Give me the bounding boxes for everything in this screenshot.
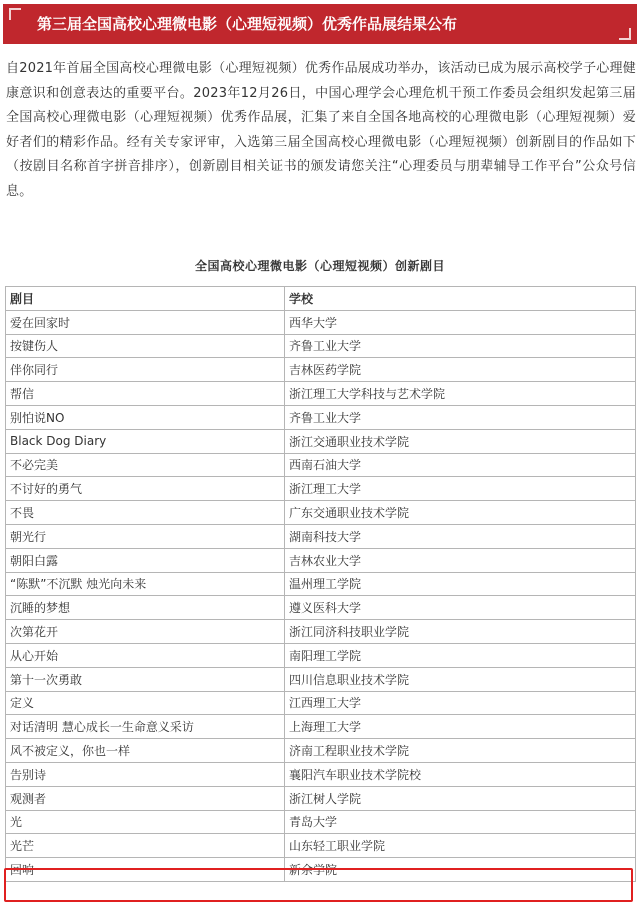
table-row bbox=[6, 858, 636, 882]
work-title-cell: 朝阳白露 bbox=[6, 548, 285, 572]
school-cell: 吉林农业大学 bbox=[285, 548, 636, 572]
school-cell: 浙江同济科技职业学院 bbox=[285, 620, 636, 644]
work-title-cell: 告别诗 bbox=[6, 762, 285, 786]
work-title-cell: 伴你同行 bbox=[6, 358, 285, 382]
work-title-cell: “陈默”不沉默 烛光向未来 bbox=[6, 572, 285, 596]
work-title-cell: 帮信 bbox=[6, 382, 285, 406]
table-row bbox=[6, 548, 636, 572]
work-title-cell: 光 bbox=[6, 810, 285, 834]
table-row bbox=[6, 762, 636, 786]
table-row bbox=[6, 334, 636, 358]
table-row bbox=[6, 739, 636, 763]
school-cell: 上海理工大学 bbox=[285, 715, 636, 739]
work-title-cell: 爱在回家时 bbox=[6, 310, 285, 334]
page-title: 第三届全国高校心理微电影（心理短视频）优秀作品展结果公布 bbox=[37, 15, 458, 33]
table-row bbox=[6, 667, 636, 691]
school-cell: 浙江理工大学 bbox=[285, 477, 636, 501]
table-header-row bbox=[6, 287, 636, 311]
school-cell: 四川信息职业技术学院 bbox=[285, 667, 636, 691]
work-title-cell: 第十一次勇敢 bbox=[6, 667, 285, 691]
table-row bbox=[6, 786, 636, 810]
work-title-cell: 从心开始 bbox=[6, 643, 285, 667]
school-cell: 新余学院 bbox=[285, 858, 636, 882]
column-header-school: 学校 bbox=[285, 287, 636, 311]
school-cell: 济南工程职业技术学院 bbox=[285, 739, 636, 763]
school-cell: 吉林医药学院 bbox=[285, 358, 636, 382]
work-title-cell: Black Dog Diary bbox=[6, 429, 285, 453]
work-title-cell: 光芒 bbox=[6, 834, 285, 858]
work-title-cell: 沉睡的梦想 bbox=[6, 596, 285, 620]
work-title-cell: 不讨好的勇气 bbox=[6, 477, 285, 501]
school-cell: 湖南科技大学 bbox=[285, 524, 636, 548]
table-body bbox=[6, 310, 636, 881]
work-title-cell: 定义 bbox=[6, 691, 285, 715]
school-cell: 遵义医科大学 bbox=[285, 596, 636, 620]
work-title-cell: 风不被定义，你也一样 bbox=[6, 739, 285, 763]
school-cell: 山东轻工职业学院 bbox=[285, 834, 636, 858]
school-cell: 江西理工大学 bbox=[285, 691, 636, 715]
work-title-cell: 回响 bbox=[6, 858, 285, 882]
school-cell: 浙江树人学院 bbox=[285, 786, 636, 810]
intro-paragraph: 自2021年首届全国高校心理微电影（心理短视频）优秀作品展成功举办，该活动已成为展示高校学子心理健康意识和创意表达的重要平台。2023年12月26日，中国心理学会心理危机干预工作委员会组织发起第三届全国高校心理微电影（心理短视频）优秀作品展，汇集了来自全国各地高校的心理微电影（心理短视频）爱好者们的精彩作品。经有关专家评审，入选第三届全国高校心理微电影（心理短视频）创新剧目的作品如下（按剧目名称首字拼音排序），创新剧目相关证书的颁发请您关注“心理委员与朋辈辅导工作平台”公众号信息。 bbox=[6, 61, 636, 199]
work-title-cell: 别怕说NO bbox=[6, 405, 285, 429]
table-row bbox=[6, 358, 636, 382]
table-row bbox=[6, 715, 636, 739]
work-title-cell: 按键伤人 bbox=[6, 334, 285, 358]
school-cell: 浙江理工大学科技与艺术学院 bbox=[285, 382, 636, 406]
table-row bbox=[6, 501, 636, 525]
table-row bbox=[6, 834, 636, 858]
work-title-cell: 不必完美 bbox=[6, 453, 285, 477]
table-row bbox=[6, 382, 636, 406]
table-row bbox=[6, 477, 636, 501]
table-title: 全国高校心理微电影（心理短视频）创新剧目 bbox=[194, 259, 445, 273]
school-cell: 南阳理工学院 bbox=[285, 643, 636, 667]
work-title-cell: 朝光行 bbox=[6, 524, 285, 548]
table-row bbox=[6, 620, 636, 644]
table-row bbox=[6, 524, 636, 548]
column-header-title: 剧目 bbox=[6, 287, 285, 311]
table-row bbox=[6, 429, 636, 453]
school-cell: 襄阳汽车职业技术学院校 bbox=[285, 762, 636, 786]
school-cell: 西南石油大学 bbox=[285, 453, 636, 477]
table-row bbox=[6, 453, 636, 477]
work-title-cell: 观测者 bbox=[6, 786, 285, 810]
school-cell: 西华大学 bbox=[285, 310, 636, 334]
work-title-cell: 次第花开 bbox=[6, 620, 285, 644]
school-cell: 浙江交通职业技术学院 bbox=[285, 429, 636, 453]
table-row bbox=[6, 310, 636, 334]
banner-corner-bracket-right bbox=[619, 28, 631, 40]
table-row bbox=[6, 405, 636, 429]
table-row bbox=[6, 691, 636, 715]
banner-corner-bracket-left bbox=[9, 8, 21, 20]
table-row bbox=[6, 643, 636, 667]
school-cell: 齐鲁工业大学 bbox=[285, 334, 636, 358]
work-title-cell: 不畏 bbox=[6, 501, 285, 525]
school-cell: 青岛大学 bbox=[285, 810, 636, 834]
table-row bbox=[6, 572, 636, 596]
school-cell: 齐鲁工业大学 bbox=[285, 405, 636, 429]
table-row bbox=[6, 596, 636, 620]
table-row bbox=[6, 810, 636, 834]
school-cell: 温州理工学院 bbox=[285, 572, 636, 596]
work-title-cell: 对话清明 慧心成长一生命意义采访 bbox=[6, 715, 285, 739]
school-cell: 广东交通职业技术学院 bbox=[285, 501, 636, 525]
works-table bbox=[5, 286, 636, 882]
title-banner bbox=[3, 4, 637, 44]
